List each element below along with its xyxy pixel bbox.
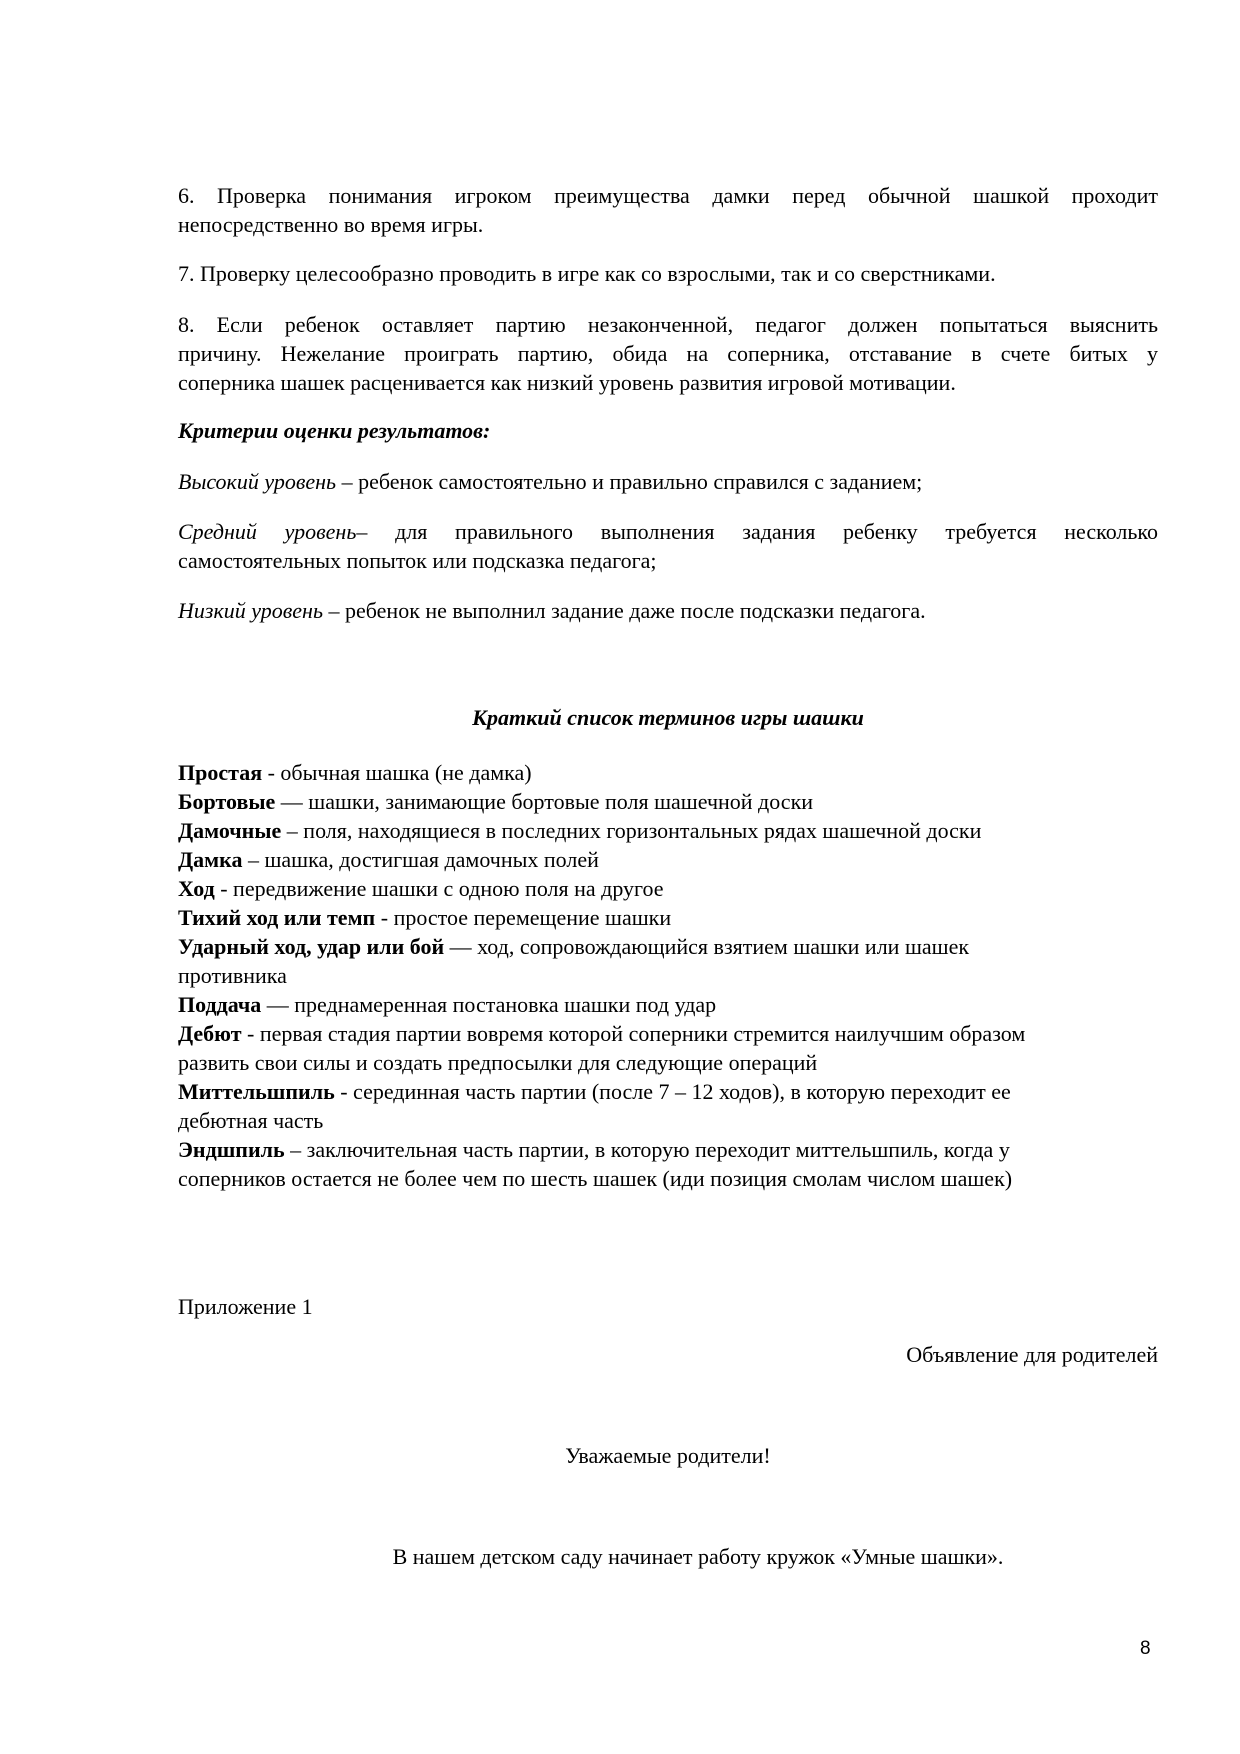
text-line: 8. Если ребенок оставляет партию незаконченной, педагог должен попытаться выяснить xyxy=(178,312,1158,337)
term: Миттельшпиль xyxy=(178,1079,335,1104)
term: Дамка xyxy=(178,847,243,872)
text-line: 7. Проверку целесообразно проводить в игре как со взрослыми, так и со сверстниками. xyxy=(178,261,996,286)
level-label: Средний уровень xyxy=(178,519,357,544)
term-definition: — преднамеренная постановка шашки под удар xyxy=(261,992,717,1017)
term: Ход xyxy=(178,876,215,901)
glossary-title: Краткий список терминов игры шашки xyxy=(472,705,864,730)
glossary-list xyxy=(178,758,1158,1193)
glossary-item xyxy=(178,787,1158,816)
criteria-low xyxy=(178,596,1158,625)
glossary-item xyxy=(178,1019,1158,1048)
term: Бортовые xyxy=(178,789,276,814)
announcement-title: Объявление для родителей xyxy=(906,1342,1158,1367)
glossary-item xyxy=(178,1077,1158,1106)
glossary-item xyxy=(178,932,1158,961)
glossary-item xyxy=(178,816,1158,845)
level-label: Высокий уровень xyxy=(178,469,337,494)
term-definition-continued: противника xyxy=(178,963,287,988)
term-definition: – поля, находящиеся в последних горизонтальных рядах шашечной доски xyxy=(281,818,982,843)
term: Ударный ход, удар или бой xyxy=(178,934,445,959)
greeting: Уважаемые родители! xyxy=(565,1443,771,1468)
term-definition: - обычная шашка (не дамка) xyxy=(262,760,532,785)
paragraph-6 xyxy=(178,181,1158,239)
term: Дебют xyxy=(178,1021,242,1046)
term-definition: - первая стадия партии вовремя которой соперники стремится наилучшим образом xyxy=(241,1021,1026,1046)
text-line: соперника шашек расценивается как низкий уровень развития игровой мотивации. xyxy=(178,370,956,395)
term-definition: - передвижение шашки с одною поля на другое xyxy=(214,876,664,901)
text-line: причину. Нежелание проиграть партию, обида на соперника, отставание в счете битых у xyxy=(178,341,1158,366)
announcement-text: В нашем детском саду начинает работу кружок «Умные шашки». xyxy=(392,1544,1004,1569)
glossary-item xyxy=(178,845,1158,874)
term-definition: — шашки, занимающие бортовые поля шашечной доски xyxy=(275,789,814,814)
text-line: 6. Проверка понимания игроком преимущества дамки перед обычной шашкой проходит xyxy=(178,183,1158,208)
term: Поддача xyxy=(178,992,262,1017)
appendix-label: Приложение 1 xyxy=(178,1294,313,1319)
glossary-item xyxy=(178,758,1158,787)
glossary-item xyxy=(178,990,1158,1019)
term-definition-continued: дебютная часть xyxy=(178,1108,324,1133)
glossary-item xyxy=(178,1135,1158,1164)
level-text: самостоятельных попыток или подсказка педагога; xyxy=(178,548,657,573)
level-text: – ребенок не выполнил задание даже после подсказки педагога. xyxy=(322,598,926,623)
level-label: Низкий уровень xyxy=(178,598,323,623)
criteria-mid xyxy=(178,517,1158,575)
text-line: непосредственно во время игры. xyxy=(178,212,484,237)
term-definition: - простое перемещение шашки xyxy=(375,905,672,930)
term: Эндшпиль xyxy=(178,1137,285,1162)
glossary-item xyxy=(178,874,1158,903)
paragraph-8 xyxy=(178,310,1158,397)
criteria-high xyxy=(178,467,1158,496)
term: Дамочные xyxy=(178,818,282,843)
term-definition: – заключительная часть партии, в которую переходит миттельшпиль, когда у xyxy=(284,1137,1010,1162)
term-definition: - серединная часть партии (после 7 – 12 ходов), в которую переходит ее xyxy=(334,1079,1011,1104)
term-definition-continued: развить свои силы и создать предпосылки для следующие операций xyxy=(178,1050,818,1075)
criteria-heading: Критерии оценки результатов: xyxy=(178,418,491,443)
level-text: – ребенок самостоятельно и правильно справился с заданием; xyxy=(336,469,923,494)
term: Тихий ход или темп xyxy=(178,905,376,930)
term-definition-continued: соперников остается не более чем по шесть шашек (иди позиция смолам числом шашек) xyxy=(178,1166,1013,1191)
term-definition: – шашка, достигшая дамочных полей xyxy=(242,847,599,872)
term-definition: — ход, сопровождающийся взятием шашки или шашек xyxy=(444,934,970,959)
term: Простая xyxy=(178,760,263,785)
paragraph-7 xyxy=(178,259,1158,288)
level-text: – для правильного выполнения задания ребенку требуется несколько xyxy=(356,519,1158,544)
glossary-item xyxy=(178,903,1158,932)
page-number: 8 xyxy=(1140,1638,1151,1659)
